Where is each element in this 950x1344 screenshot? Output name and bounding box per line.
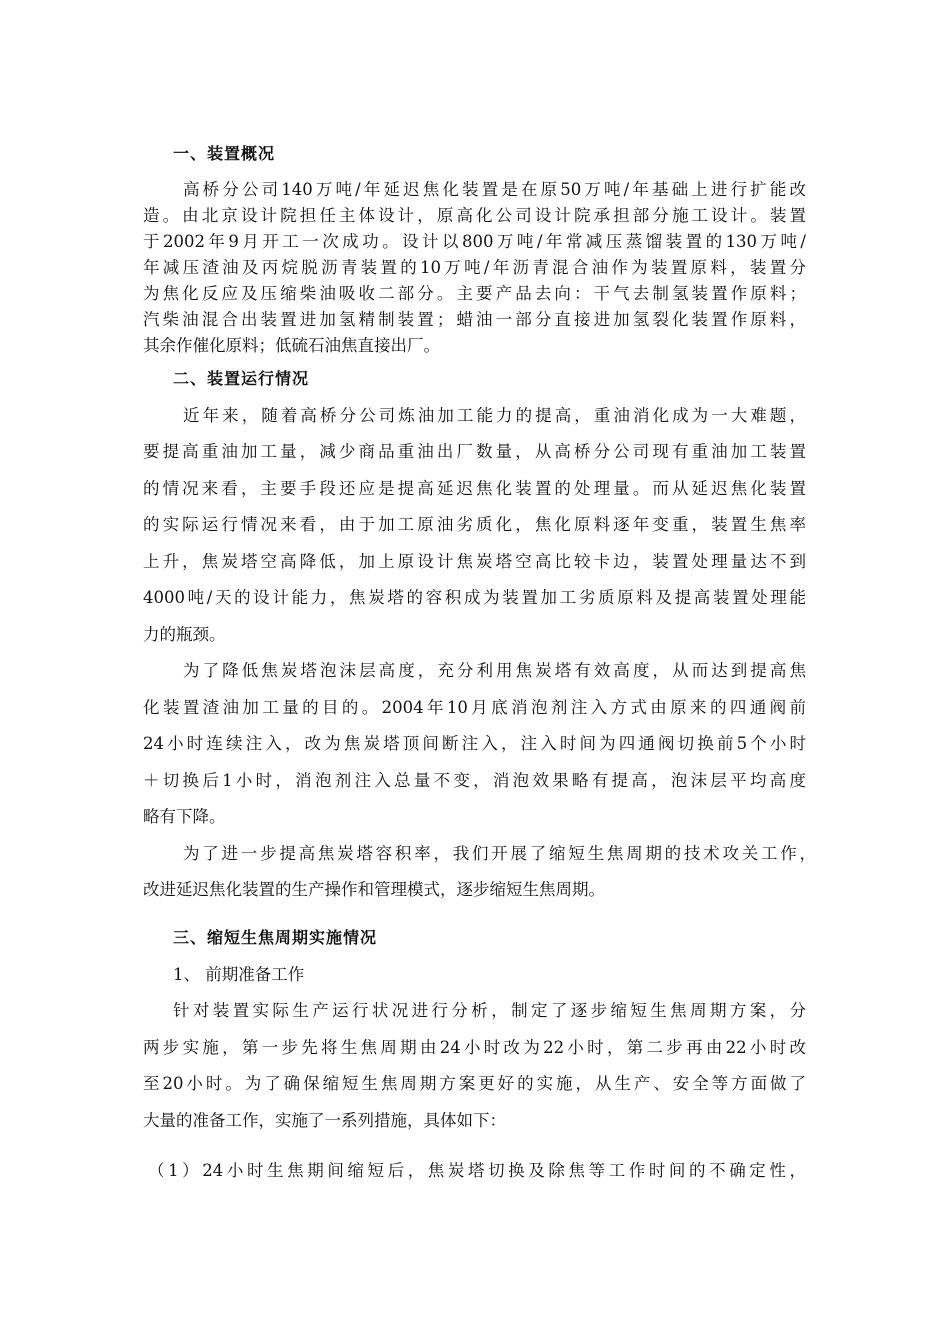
subsection-heading: 1、 前期准备工作 [173,965,305,984]
paragraph-line: 造。由北京设计院担任主体设计，原高化公司设计院承担部分施工设计。装置 [143,206,806,225]
paragraph-line: 略有下降。 [143,807,226,826]
paragraph-line: 4000吨/天的设计能力，焦炭塔的容积成为装置加工劣质原料及提高装置处理能 [143,588,806,607]
section-heading-overview: 一、装置概况 [173,144,276,163]
paragraph-line: 大量的准备工作，实施了一系列措施，具体如下： [143,1111,506,1130]
paragraph-line: ＋切换后1小时，消泡剂注入总量不变，消泡效果略有提高，泡沫层平均高度 [143,771,806,790]
paragraph-line: 改进延迟焦化装置的生产操作和管理模式，逐步缩短生焦周期。 [143,880,605,899]
paragraph-line: 化装置渣油加工量的目的。2004年10月底消泡剂注入方式由原来的四通阀前 [143,698,806,717]
section-heading-operation: 二、装置运行情况 [173,369,310,388]
paragraph-line: 上升，焦炭塔空高降低，加上原设计焦炭塔空高比较卡边，装置处理量达不到 [143,552,806,571]
paragraph-line: 力的瓶颈。 [143,625,226,644]
section-heading-implementation: 三、缩短生焦周期实施情况 [173,928,378,947]
paragraph-line: 的实际运行情况来看，由于加工原油劣质化，焦化原料逐年变重，装置生焦率 [143,515,806,534]
paragraph-line: 24小时连续注入，改为焦炭塔顶间断注入，注入时间为四通阀切换前5个小时 [143,734,806,753]
paragraph-line: 其余作催化原料；低硫石油焦直接出厂。 [143,336,440,355]
paragraph-line: 年减压渣油及丙烷脱沥青装置的10万吨/年沥青混合油作为装置原料，装置分 [143,258,806,277]
paragraph-line: 高桥分公司140万吨/年延迟焦化装置是在原50万吨/年基础上进行扩能改 [183,180,806,199]
paragraph-line: 于2002年9月开工一次成功。设计以800万吨/年常减压蒸馏装置的130万吨/ [143,232,806,251]
paragraph-line: 两步实施，第一步先将生焦周期由24小时改为22小时，第二步再由22小时改 [143,1038,806,1057]
paragraph-line: 为焦化反应及压缩柴油吸收二部分。主要产品去向：干气去制氢装置作原料； [143,284,806,303]
paragraph-line: 近年来，随着高桥分公司炼油加工能力的提高，重油消化成为一大难题， [183,406,806,425]
paragraph-line: 要提高重油加工量，减少商品重油出厂数量，从高桥分公司现有重油加工装置 [143,442,806,461]
paragraph-line: 汽柴油混合出装置进加氢精制装置；蜡油一部分直接进加氢裂化装置作原料， [143,310,806,329]
paragraph-line: 为了降低焦炭塔泡沫层高度，充分利用焦炭塔有效高度，从而达到提高焦 [183,661,806,680]
paragraph-line: 至20小时。为了确保缩短生焦周期方案更好的实施，从生产、安全等方面做了 [143,1074,806,1093]
paragraph-line: 的情况来看，主要手段还应是提高延迟焦化装置的处理量。而从延迟焦化装置 [143,479,806,498]
paragraph-line: 为了进一步提高焦炭塔容积率，我们开展了缩短生焦周期的技术攻关工作， [183,844,816,863]
paragraph-line: 针对装置实际生产运行状况进行分析，制定了逐步缩短生焦周期方案，分 [173,1001,806,1020]
paragraph-line: （1）24小时生焦期间缩短后，焦炭塔切换及除焦等工作时间的不确定性， [148,1161,806,1180]
